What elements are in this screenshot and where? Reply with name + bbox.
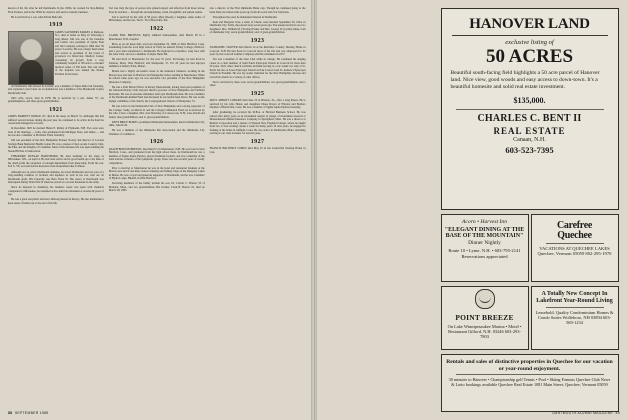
paragraph: JAMES SAUNDERS PARKES of Rumson, N.J., died at home on May 22 following a long illness. Jim was one of the founders and former vice president of Lynne Fuel and Oil Company, retiring in 1964 after 50 years of service. He was a major fund-raiser and served as president of the board of governors for Riverview Medical Center, overseeing its growth from a tiny community hospital of 38 beds to a modern medical center of 350 beds. The vast wing of the hospital was named the Parkes Pavilion in his honor. <box>55 30 104 76</box>
ad-body-text: Beautiful south-facing field highlights a 50 acre parcel of Hanover land. Nice view, good woods and easy access to down-town. It's a beautiful homesite and solid real estate investment. <box>450 69 600 91</box>
ad-title: A Totally New Concept In Lakefront Year-Round Living <box>536 291 613 304</box>
left-column-3 <box>210 7 306 207</box>
class-year-heading: 1921 <box>49 106 63 113</box>
paragraph: Bernie had a highly successful career in the insurance business, working in the Boston area and later in Hartford and Montpelier before settling in Manchester. When he retired some years ago, he was executive vice president of the New Hampshire Insurance Company. <box>108 70 205 84</box>
paragraph: At Dartmouth, Jim lettered in football, was a member of Theta Delta Chi fraternity, and organized a jazz band. As an alumnus he was a member of the Monmouth County Dartmouth Club. <box>8 84 104 95</box>
paragraph: In December 1925 he married Helen E. Ridley of Plymouth, N.H. Two sons were born of his marriage — John, who graduated from Michigan State, and James — and he was also a member of Phi Delta Theta fraternity. <box>8 127 104 138</box>
paragraph: Jim's wife, Grace, died in 1978. He is survived by a son, James '57, six granddaughters, and three great-grandchildren. <box>8 96 104 104</box>
divider <box>452 35 608 36</box>
ad-contact: 30 minutes to Hanover • Championship golf Tennis • Pool • Skiing Famous Quechee Club News & Lotto bookings available Quechee Real Estate 1081 Main Street, Quechee, Vermont 05059 <box>448 376 611 387</box>
class-year-heading: 1923 <box>250 37 265 44</box>
paragraph: He had lived in Manchester for the past 35 years. Previously, he had lived in Taunton, Mass; West Hartford; and Montpelier, Vt. For 20 years he had enjoyed summers at Kittery Point, Maine. <box>108 58 205 69</box>
right-folio <box>552 411 620 415</box>
carefree-quechee-ad[interactable] <box>531 214 619 282</box>
paragraph: Ted was truly the type of person who gained respect and affection from those whose lives he touched — through his uncomplaining, warm, thoughtful, and patient nature. <box>108 7 205 14</box>
paragraph: Ted is survived by his wife of 58 years, Mary (Reed); a daughter, Anne Luhre of Milwaukee; and his son, Ted Jr. '56 of Barreville, Ind. <box>108 15 205 23</box>
paragraph: Nat is survived by three sons, seven grandchildren, two great-grandchildren, and a sister. <box>209 80 306 88</box>
ad-tagline: "ELEGANT DINING AT THE BASE OF THE MOUNTAIN" <box>444 227 525 239</box>
paragraph: He is survived by a son, John Edwin Malcolm. <box>11 15 63 19</box>
quechee-real-estate-ad[interactable] <box>441 354 619 412</box>
right-page <box>315 0 628 420</box>
paragraph: Jim was president of the New Hampshire Pioneer Society and director of Laconia Savings Bank Memorial Health Center. He was a trustee of the Laconia Country Club, the Elks, and the Knights of Columbus. Most of his business life was spent running the Steele Hill Inn at Sanbornton. <box>8 139 104 153</box>
class-year-heading: 1919 <box>49 22 63 29</box>
ad-price: $135,000. <box>513 96 546 106</box>
ad-title: POINT BREEZE <box>455 313 514 322</box>
paragraph: Since he majored in chemistry, his business career was spent with chemical companies in Milwaukee; he remained active until his retirement at around 40 years of age. <box>8 186 104 197</box>
left-folio-label: SEPTEMBER 1985 <box>14 411 49 415</box>
divider <box>546 243 604 244</box>
portrait-figure <box>8 31 52 83</box>
paragraph: Nat was a member of the Glee Club while in college. He continued his singing career as a choir member of Saint Paul's Episcopal Church in Concord for more than 50 years. Nat's other church activities included serving as a lay reader not only at St. Paul's but also at Grace Episcopal Church in East Concord and St. Andrew's Episcopal Church in Franklin. He was lay reader chairman for the New Hampshire diocese and served his church in a variety of other offices. <box>209 58 306 79</box>
paragraph: Born, as we all knew him, was born September 19, 1900, in West Hartford, Conn. Graduating from the local high school in 1918, he entered Trinity College, Hartford, and a year later transferred to Dartmouth. He majored in economics, sang bass with the Glee Club, and was a member of Alpha Delta Phi. <box>108 42 205 57</box>
class-year-heading: 1927 <box>250 138 265 145</box>
ad-contact: On Lake Winnipesaukee Marina • Motel • Restaurant Gilford, N.H. 03246 603-293-7803 <box>447 324 522 340</box>
class-year-heading: 1925 <box>250 90 265 97</box>
ad-contact: Route 10 • Lyme, N.H. • 603-795-2141 Reservations appreciated <box>448 248 521 259</box>
paragraph: KENT BRICE BURNS, prominent Oklahoma businessman, died in Oklahoma City, Okla., March 29. <box>108 120 205 128</box>
right-page-number: 89 <box>615 411 620 415</box>
ad-broker-phone[interactable]: 603-523-7395 <box>505 144 554 155</box>
paragraph: He was a great storyteller and had a lifelong interest in history. He also maintained a keen sense of humor up to the end of his life. <box>8 198 104 205</box>
paragraph: Although not an active Dartmouth alumnus, he loved Dartmouth and was part of a long-standing tradition of brothers and nephews as well as his son, who are all Dartmouth grads. His fraternity was Beta Theta Pi. His career at Dartmouth was interrupted during World War II when he served as a second lieutenant in the army. <box>8 170 104 185</box>
left-page-number: 88 <box>8 411 13 415</box>
paragraph: He was active in the Dartmouth Club of New Hampshire and a strong supporter of the College. Sadly, on March 21 and the College's Memorial Fund, he is survived by his wife, Clara; a daughter, Mrs. Joan Newbury of Contoocook, N.H.; sons, David and James; nine grandchildren; and 11 great-grandchildren. <box>108 105 205 119</box>
paragraph: JAMES BARRETT DODGE, 87, died in his sleep on March 31. Although Jim had suffered several strokes during the past year, he continued to be active in the hotel he owned and managed in Laconia. <box>8 115 104 126</box>
paragraph: He was a Paul Harris Fellow in Rotary International, having been past president of the Saboured Rotary Club and past district governor of New Hampshire and Vermont Rotarians. He was an absolute enthusiast and loyal Dartmouth man. He was a member of the Dartmouth Alumni Fund and discussed its successful fund drives. He was on the budget committee of his church, the Congregational Church of Montpelier, Vt. <box>108 85 205 103</box>
paragraph: After graduating, he received his M.B.A. at Harvard Business School. He was retired after many years as an investment analyst in charge of investment research at Massachusetts Mutual Insurance Company in Springfield, Mass. He was a director at Bartlett Corporation and a trustee of Western New England College, where he taught from two to four evening classes a week for many years. In later years, he engaged in farming at his home in Suffield, Conn. He was active in Dartmouth affairs, including serving as our class treasurer for several years. <box>209 111 306 136</box>
class-year-heading: 1922 <box>149 25 164 32</box>
divider <box>456 109 604 110</box>
ad-title: HANOVER LAND <box>469 16 590 32</box>
paragraph: Kent and Margaret Vose, a sister of Chuck, were married September 20, 1924, in Oklahoma City. Sadly, she passed away seven years ago. The present survivors are two daughters: Mrs. William M. (Yvonne) Parker and Mrs. George W. (Lydia) James, both of Oklahoma City; seven grandchildren; and 11 great-grandchildren. <box>209 20 306 35</box>
vacation-rental-ad[interactable] <box>531 286 619 350</box>
advertisement-area <box>315 0 628 420</box>
ad-broker-title: REAL ESTATE <box>493 125 566 136</box>
ad-title-line1: Carefree <box>557 220 592 231</box>
acorn-harvest-inn-ad[interactable] <box>441 214 529 282</box>
left-folio <box>8 411 48 415</box>
right-folio-label: DARTMOUTH ALUMNI MAGAZINE <box>552 411 614 415</box>
paragraph: MOTT ABBOTT COBURN died June 23 in Hinston, Pa., after a long illness. He is survived by his wife, Helen, and daughters Diane Dwyer of Ellerton and Barbara Sheldon of Harrisville, Conn. He was a member of Sigma Alpha Epsilon fraternity. <box>209 99 306 110</box>
paragraph: FRANCIS BOLINSKY COBOS died May 25 in the Centerville Nursing Home in Cen- <box>209 147 306 154</box>
ad-contact: VACATIONS AT QUECHEE LAKES Quechee, Vermont 05059 802-295-1970 <box>537 245 612 256</box>
paragraph: CLARK BILL BROYLES, highly admired businessman, died March 28 in a Manchester, N.H., hospital. <box>108 34 205 41</box>
left-column-2 <box>109 7 205 207</box>
ad-broker-name: CHARLES C. BENT II <box>477 112 582 124</box>
paragraph: Throughout the years he maintained interest in Dartmouth. <box>212 15 278 19</box>
ad-subtitle: Dinner Nightly <box>468 240 501 246</box>
paragraph: THEODORE DUNLAP HARTSHORN, 89, died suddenly in his sleep in Milwaukee, Wis., on April 4. He had been active and in good health up to the time of his death (with the exception of enough impairment from glaucoma). From his son, Ted Jr. '56, we learn that he had never been hospitalized due to illness. <box>8 154 104 169</box>
ad-contact: Leasehold, Quality Condominium Homes & Condo Suites Wolfeboro, NH 03894 603-569-1234 <box>535 309 614 325</box>
paragraph: NATHANIEL SAWYER died March 14 at the Merrimac Country Nursing Home in Concord, N.H. He had lived in Concord most of his life and was employed for 32 years by the Concord Lumber Company until his retirement in 1977. <box>209 46 306 57</box>
divider <box>546 307 604 308</box>
point-breeze-ad[interactable] <box>441 286 529 350</box>
ad-title: Rentals and sales of distinctive properties in Quechee for our vacation or year-round enjoyment. <box>446 359 613 372</box>
paragraph: Surviving members of the family include his son, Dr. Calvert C. Breton '55 of Brandon, Mass., and two grandchildren. His brother, Clark B. Breton '22, died on March 28, 1985. <box>108 182 205 193</box>
ad-subtitle: exclusive listing of <box>505 38 554 46</box>
boat-icon <box>475 289 495 309</box>
paragraph: also a director of the First Oklahoma Bank corp. Though he continued going to the bank daily, he retired some years ago from all social and civic functions. <box>209 7 306 14</box>
portrait-photo <box>8 31 54 85</box>
left-column-1 <box>8 7 104 207</box>
paragraph: RALPH BURTON BRETON, died March 5 in Manchester, N.H. He was born in West Hartford, Conn., and graduated from the high school there. At Dartmouth he was a member of Sigma Alpha Epsilon, played freshman football, and was a member of the band and the orchestra of the symphonic group. There was also several years of varsity competition. <box>108 147 205 165</box>
paragraph: known of his life after he left Dartmouth. In the 1930s, he worked for Ray-Maling Fruit Packers, and in the 1950s he owned a self-service laundry business. <box>8 7 104 14</box>
divider <box>456 374 604 375</box>
ad-title-line2: Quechee <box>557 230 592 241</box>
ad-logo-text: Acorn • Harvest Inn <box>462 219 507 225</box>
hanover-land-ad[interactable] <box>441 8 619 210</box>
ad-acreage: 50 ACRES <box>485 45 574 67</box>
class-year-heading: 1926 <box>149 139 164 146</box>
ad-broker-location: Canaan, N.H. <box>513 136 546 143</box>
paragraph: He was a member of the Oklahoma Bar Association and the Oklahoma City Chamber of Commerce. <box>108 129 205 136</box>
paragraph: Prior to moving to Manchester he was in the hotel and restaurant business at the Boston area and at one time owned a hunting and fishing lodge on the Rangeley Lakes in Maine. He was a loyal and generous supporter of Dartmouth, and he was a member of Hydra Lodge, F&AM, in West Hartford. <box>108 166 205 181</box>
